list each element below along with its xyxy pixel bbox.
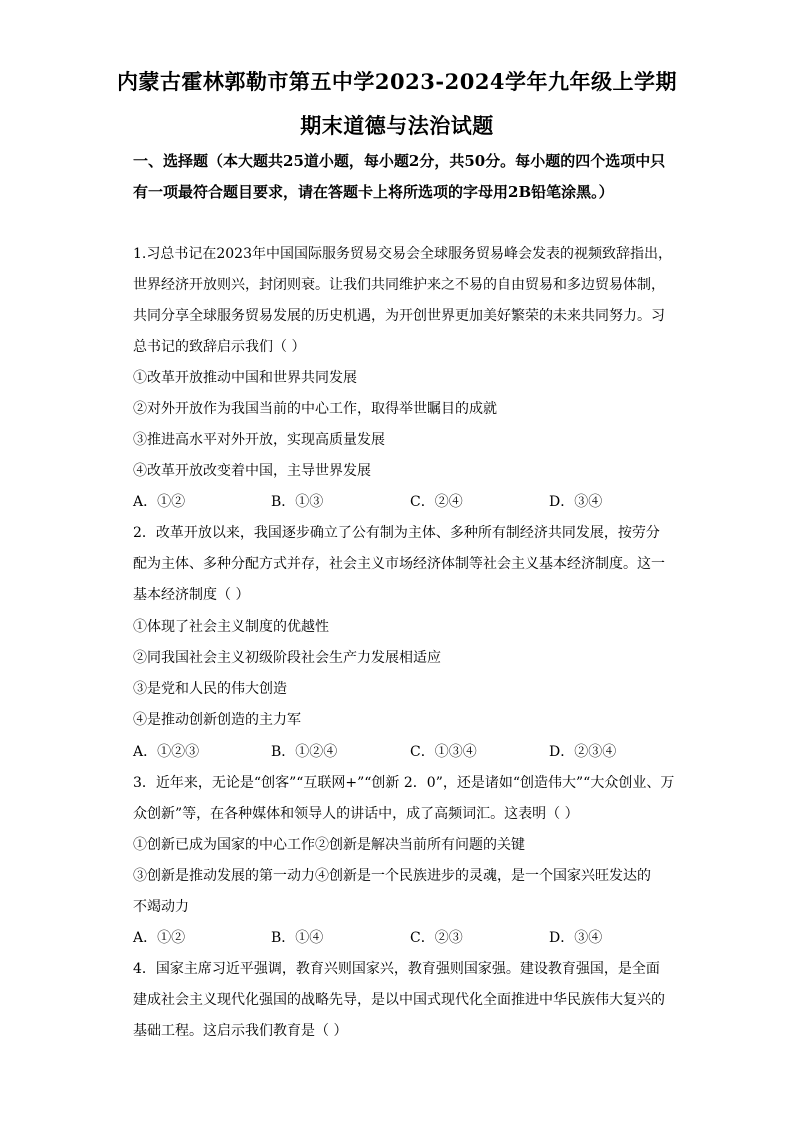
option-c: C．①③④ [410,744,477,760]
question-2-stem-line: 基本经济制度（ ） [133,587,250,603]
question-1-stem-line: 世界经济开放则兴，封闭则衰。让我们共同维护来之不易的自由贸易和多边贸易体制， [133,277,665,293]
question-2-item-4: ④是推动创新创造的主力军 [133,712,301,728]
option-a: A．①② [133,930,186,946]
question-3-stem-line: 众创新”等，在各种媒体和领导人的讲话中，成了高频词汇。这表明（ ） [133,806,579,822]
question-1-item-4: ④改革开放改变着中国，主导世界发展 [133,463,371,479]
option-d: D．③④ [549,494,603,510]
option-d: D．③④ [549,930,603,946]
question-4-stem-line: 建成社会主义现代化强国的战略先导，是以中国式现代化全面推进中华民族伟大复兴的 [133,992,665,1008]
question-1-stem-line: 共同分享全球服务贸易发展的历史机遇，为开创世界更加美好繁荣的未来共同努力。习 [133,308,665,324]
option-b: B．①④ [271,930,324,946]
section-heading: 一、选择题（本大题共25道小题，每小题2分，共50分。每小题的四个选项中只有一项最符合题目要求，请在答题卡上将所选项的字母用2B铅笔涂黑。） [133,152,666,201]
option-c: C．②④ [410,494,463,510]
question-2-stem-line: 配为主体、多种分配方式并存，社会主义市场经济体制等社会主义基本经济制度。这一 [133,556,665,572]
question-3-item-line: ①创新已成为国家的中心工作②创新是解决当前所有问题的关键 [133,837,525,853]
question-1-item-2: ②对外开放作为我国当前的中心工作，取得举世瞩目的成就 [133,401,497,417]
question-1-stem-line: 1.习总书记在2023年中国国际服务贸易交易会全球服务贸易峰会发表的视频致辞指出， [133,246,672,262]
question-2-stem-line: 2．改革开放以来，我国逐步确立了公有制为主体、多种所有制经济共同发展，按劳分 [133,525,660,541]
option-c: C．②③ [410,930,463,946]
option-b: B．①③ [271,494,324,510]
question-3-stem-line: 3．近年来，无论是“创客”“互联网+”“创新 2．0”，还是诸如“创造伟大”“大众创业、万 [133,775,675,791]
question-1-item-3: ③推进高水平对外开放，实现高质量发展 [133,432,385,448]
option-a: A．①② [133,494,186,510]
question-3-item-line: ③创新是推动发展的第一动力④创新是一个民族进步的灵魂，是一个国家兴旺发达的 [133,868,651,884]
option-a: A．①②③ [133,744,200,760]
question-1-stem-line: 总书记的致辞启示我们（ ） [133,339,306,355]
document-title-line1: 内蒙古霍林郭勒市第五中学2023-2024学年九年级上学期 [116,69,678,94]
question-2-item-3: ③是党和人民的伟大创造 [133,681,287,697]
option-d: D．②③④ [549,744,617,760]
option-b: B．①②④ [271,744,338,760]
question-4-stem-line: 4．国家主席习近平强调，教育兴则国家兴，教育强则国家强。建设教育强国，是全面 [133,961,660,977]
question-4-stem-line: 基础工程。这启示我们教育是（ ） [133,1023,348,1039]
question-2-item-1: ①体现了社会主义制度的优越性 [133,619,329,635]
question-1-item-1: ①改革开放推动中国和世界共同发展 [133,370,357,386]
question-2-item-2: ②同我国社会主义初级阶段社会生产力发展相适应 [133,650,441,666]
document-title-line2: 期末道德与法治试题 [300,113,494,138]
question-3-item-line: 不竭动力 [133,899,189,915]
